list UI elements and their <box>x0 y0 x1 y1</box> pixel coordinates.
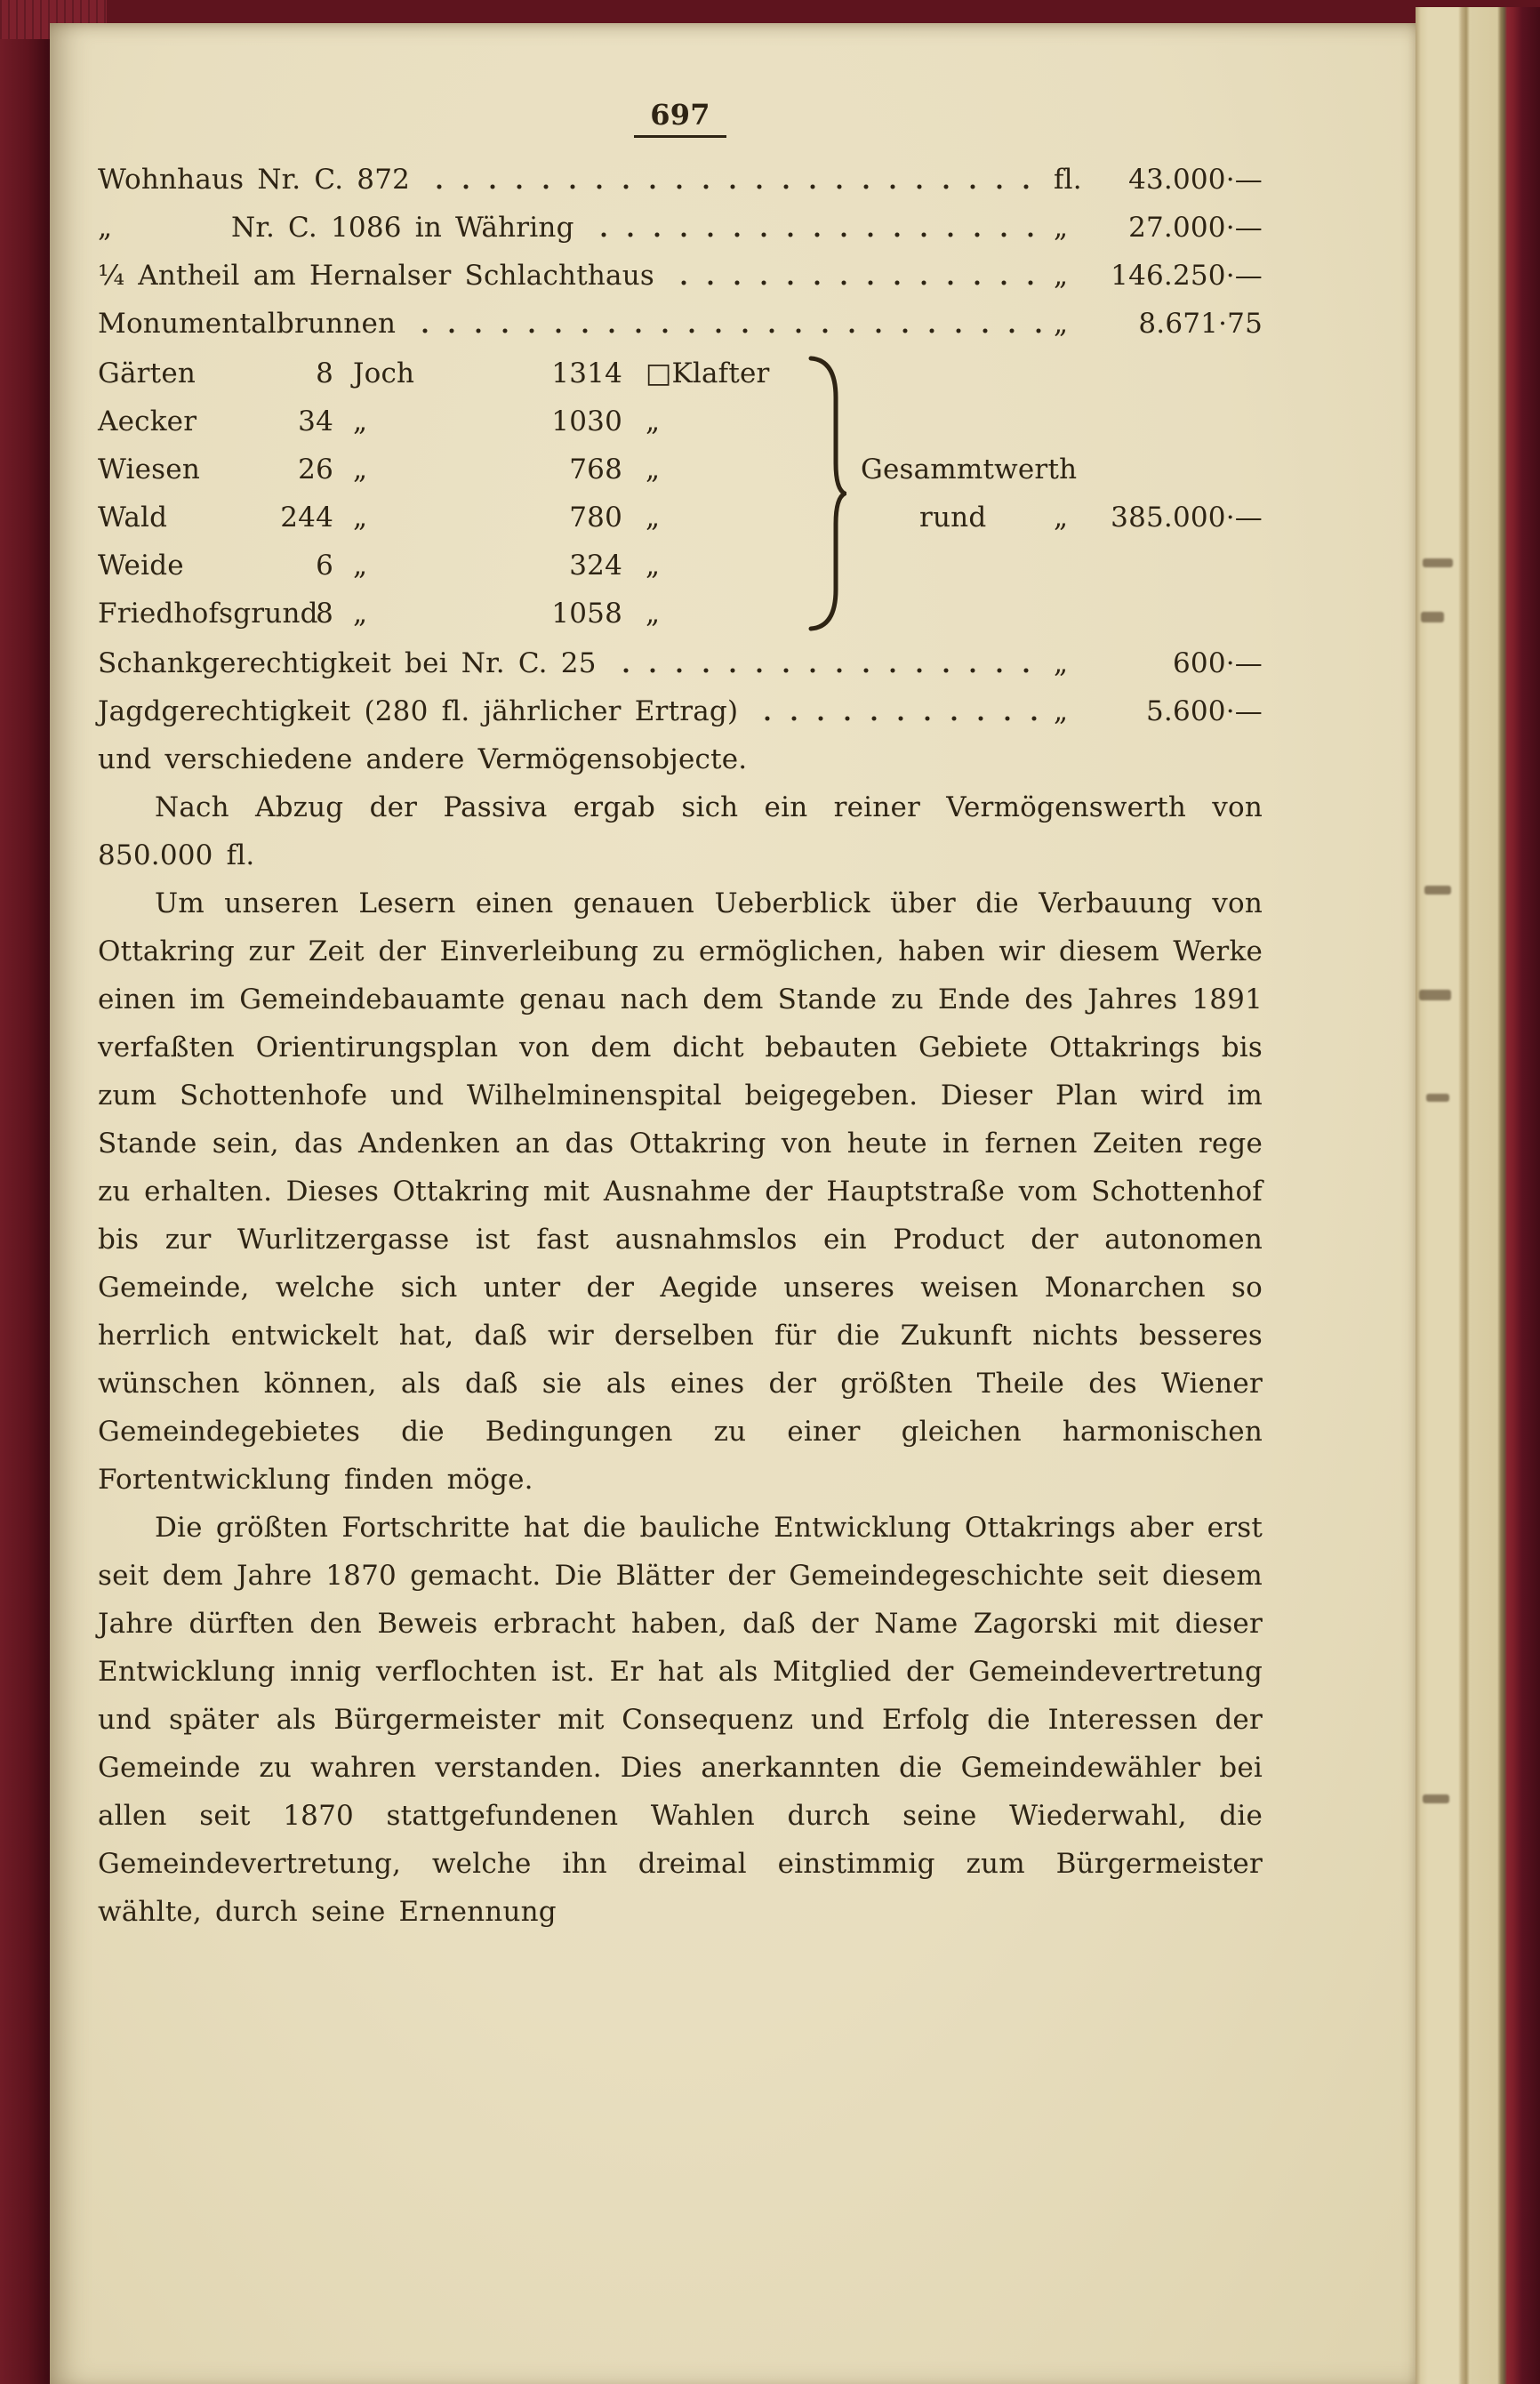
land-joch-value: 26 <box>298 454 333 486</box>
ledger-trailing-text: und verschiedene andere Vermögensobjecte. <box>98 743 748 775</box>
land-name: Wald <box>98 502 168 534</box>
land-name: Wiesen <box>98 454 200 486</box>
page-number-wrap <box>98 100 1263 138</box>
land-joch-unit: Joch <box>353 357 415 389</box>
paragraph-net-worth: Nach Abzug der Passiva ergab sich ein reiner Vermögenswerth von 850.000 fl. <box>98 791 1263 871</box>
leader-dots <box>587 230 1041 239</box>
book-page <box>50 23 1416 2384</box>
land-joch-value: 244 <box>280 502 333 534</box>
edge-ink-mark <box>1421 612 1444 622</box>
ledger-amount: 43.000·— <box>1128 164 1263 196</box>
paragraph-zagorski: Die größten Fortschritte hat die bauliche Entwicklung Ottakrings aber erst seit dem Jahre 1870 gemacht. Die Blätter der Gemeindegeschichte seit diesem Jahre dürften den Beweis erbracht haben, daß der Name Zagorski mit dieser Entwicklung innig verflochten ist. Er hat als Mitglied der Gemeindevertretung und später als Bürgermeister mit Consequenz und Erfolg die Interessen der Gemeinde zu wahren verstanden. Dies anerkannten die Gemeindewähler bei allen seit 1870 stattgefundenen Wahlen durch seine Wiederwahl, die Gemeindevertretung, welche ihn dreimal einstimmig zum Bürgermeister wählte, durch seine Ernennung <box>98 1512 1263 1928</box>
land-klafter-value: 768 <box>569 454 622 486</box>
ledger-row <box>98 639 1263 687</box>
land-row <box>98 349 800 397</box>
ledger-top <box>98 156 1263 348</box>
ledger-amount: 146.250·— <box>1111 260 1263 292</box>
land-joch-unit: „ <box>353 598 368 630</box>
land-joch-value: 6 <box>316 550 333 582</box>
ledger-amount: 27.000·— <box>1128 212 1263 244</box>
edge-ink-mark <box>1426 1094 1449 1102</box>
ledger-label: Jagdgerechtigkeit (280 fl. jährlicher Ertrag) <box>98 695 739 727</box>
land-joch-unit: „ <box>353 550 368 582</box>
ledger-amount: 5.600·— <box>1145 695 1263 727</box>
ledger-amount: 8.671·75 <box>1138 308 1263 340</box>
edge-ink-mark <box>1419 990 1451 1000</box>
page-edges-right <box>1416 7 1540 2384</box>
ledger-row <box>98 156 1263 204</box>
edge-ink-mark <box>1423 1794 1449 1803</box>
land-joch-value: 34 <box>298 405 333 437</box>
currency-mark: „ <box>1054 695 1069 727</box>
land-name: Aecker <box>98 405 197 437</box>
land-row <box>98 494 800 542</box>
ledger-label: ¼ Antheil am Hernalser Schlachthaus <box>98 260 654 292</box>
land-klafter-value: 1058 <box>551 598 622 630</box>
land-table <box>98 349 1263 638</box>
land-table-rows <box>98 349 800 638</box>
edge-ink-mark <box>1424 886 1451 895</box>
ledger-label: Monumentalbrunnen <box>98 308 397 340</box>
leader-dots <box>422 182 1041 191</box>
currency-mark: fl. <box>1054 164 1082 196</box>
land-row <box>98 397 800 445</box>
land-summary-value <box>854 494 1263 542</box>
land-row <box>98 445 800 494</box>
land-klafter-unit: „ <box>646 550 661 582</box>
land-klafter-value: 780 <box>569 502 622 534</box>
currency-mark: „ <box>1054 502 1069 534</box>
page-content <box>50 23 1416 1936</box>
currency-mark: „ <box>1054 212 1069 244</box>
land-klafter-value: 1314 <box>551 357 622 389</box>
land-klafter-value: 324 <box>569 550 622 582</box>
land-klafter-unit: „ <box>646 502 661 534</box>
land-row <box>98 542 800 590</box>
ledger-label: Nr. C. 1086 in Währing <box>231 212 574 244</box>
grouping-brace <box>800 349 854 638</box>
currency-mark: „ <box>1054 308 1069 340</box>
currency-mark: „ <box>1054 647 1069 679</box>
land-klafter-value: 1030 <box>551 405 622 437</box>
land-joch-value: 8 <box>316 357 333 389</box>
land-joch-unit: „ <box>353 454 368 486</box>
land-joch-unit: „ <box>353 502 368 534</box>
page-number: 697 <box>634 100 726 138</box>
land-klafter-unit: „ <box>646 405 661 437</box>
ledger-amount: 385.000·— <box>1111 502 1263 534</box>
land-joch-value: 8 <box>316 598 333 630</box>
ledger-bottom <box>98 639 1263 783</box>
ledger-row <box>98 300 1263 348</box>
edge-ink-mark <box>1423 558 1453 567</box>
land-name: Weide <box>98 550 184 582</box>
ledger-row <box>98 687 1263 735</box>
land-row <box>98 590 800 638</box>
land-summary <box>854 349 1263 638</box>
ledger-amount: 600·— <box>1172 647 1263 679</box>
land-klafter-unit: „ <box>646 598 661 630</box>
land-summary-prefix: rund <box>919 502 987 534</box>
leader-dots <box>750 714 1041 723</box>
book-spine-left <box>0 0 50 2384</box>
leader-dots <box>609 666 1041 675</box>
ditto-mark: „ <box>98 212 113 244</box>
land-klafter-unit: □Klafter <box>646 357 770 389</box>
land-summary-label: Gesammtwerth <box>861 454 1078 486</box>
land-name: Friedhofsgrund <box>98 598 318 630</box>
land-name: Gärten <box>98 357 197 389</box>
ledger-label: Wohnhaus Nr. C. 872 <box>98 164 411 196</box>
leader-dots <box>408 326 1041 335</box>
ledger-label: Schankgerechtigkeit bei Nr. C. 25 <box>98 647 597 679</box>
paragraph-orientation-plan: Um unseren Lesern einen genauen Ueberblick über die Verbauung von Ottakring zur Zeit der Einverleibung zu ermöglichen, haben wir diesem Werke einen im Gemeindebauamte genau nach dem Stande zu Ende des Jahres 1891 verfaßten Orientirungsplan von dem dicht bebauten Gebiete Ottakrings bis zum Schottenhofe und Wilhelminenspital beigegeben. Dieser Plan wird im Stande sein, das Andenken an das Ottakring von heute in fernen Zeiten rege zu erhalten. Dieses Ottakring mit Ausnahme der Hauptstraße vom Schottenhof bis zur Wurlitzergasse ist fast ausnahmslos ein Product der autonomen Gemeinde, welche sich unter der Aegide unseres weisen Monarchen so herrlich entwickelt hat, daß wir derselben für die Zukunft nichts besseres wünschen können, als daß sie als eines der größten Theile des Wiener Gemeindegebietes die Bedingungen zu einer gleichen harmonischen Fortentwicklung finden möge. <box>98 887 1263 1496</box>
land-klafter-unit: „ <box>646 454 661 486</box>
grouping-brace-glyph <box>807 355 846 632</box>
ledger-row <box>98 252 1263 300</box>
ledger-row <box>98 204 1263 252</box>
leader-dots <box>667 278 1041 287</box>
land-joch-unit: „ <box>353 405 368 437</box>
currency-mark: „ <box>1054 260 1069 292</box>
